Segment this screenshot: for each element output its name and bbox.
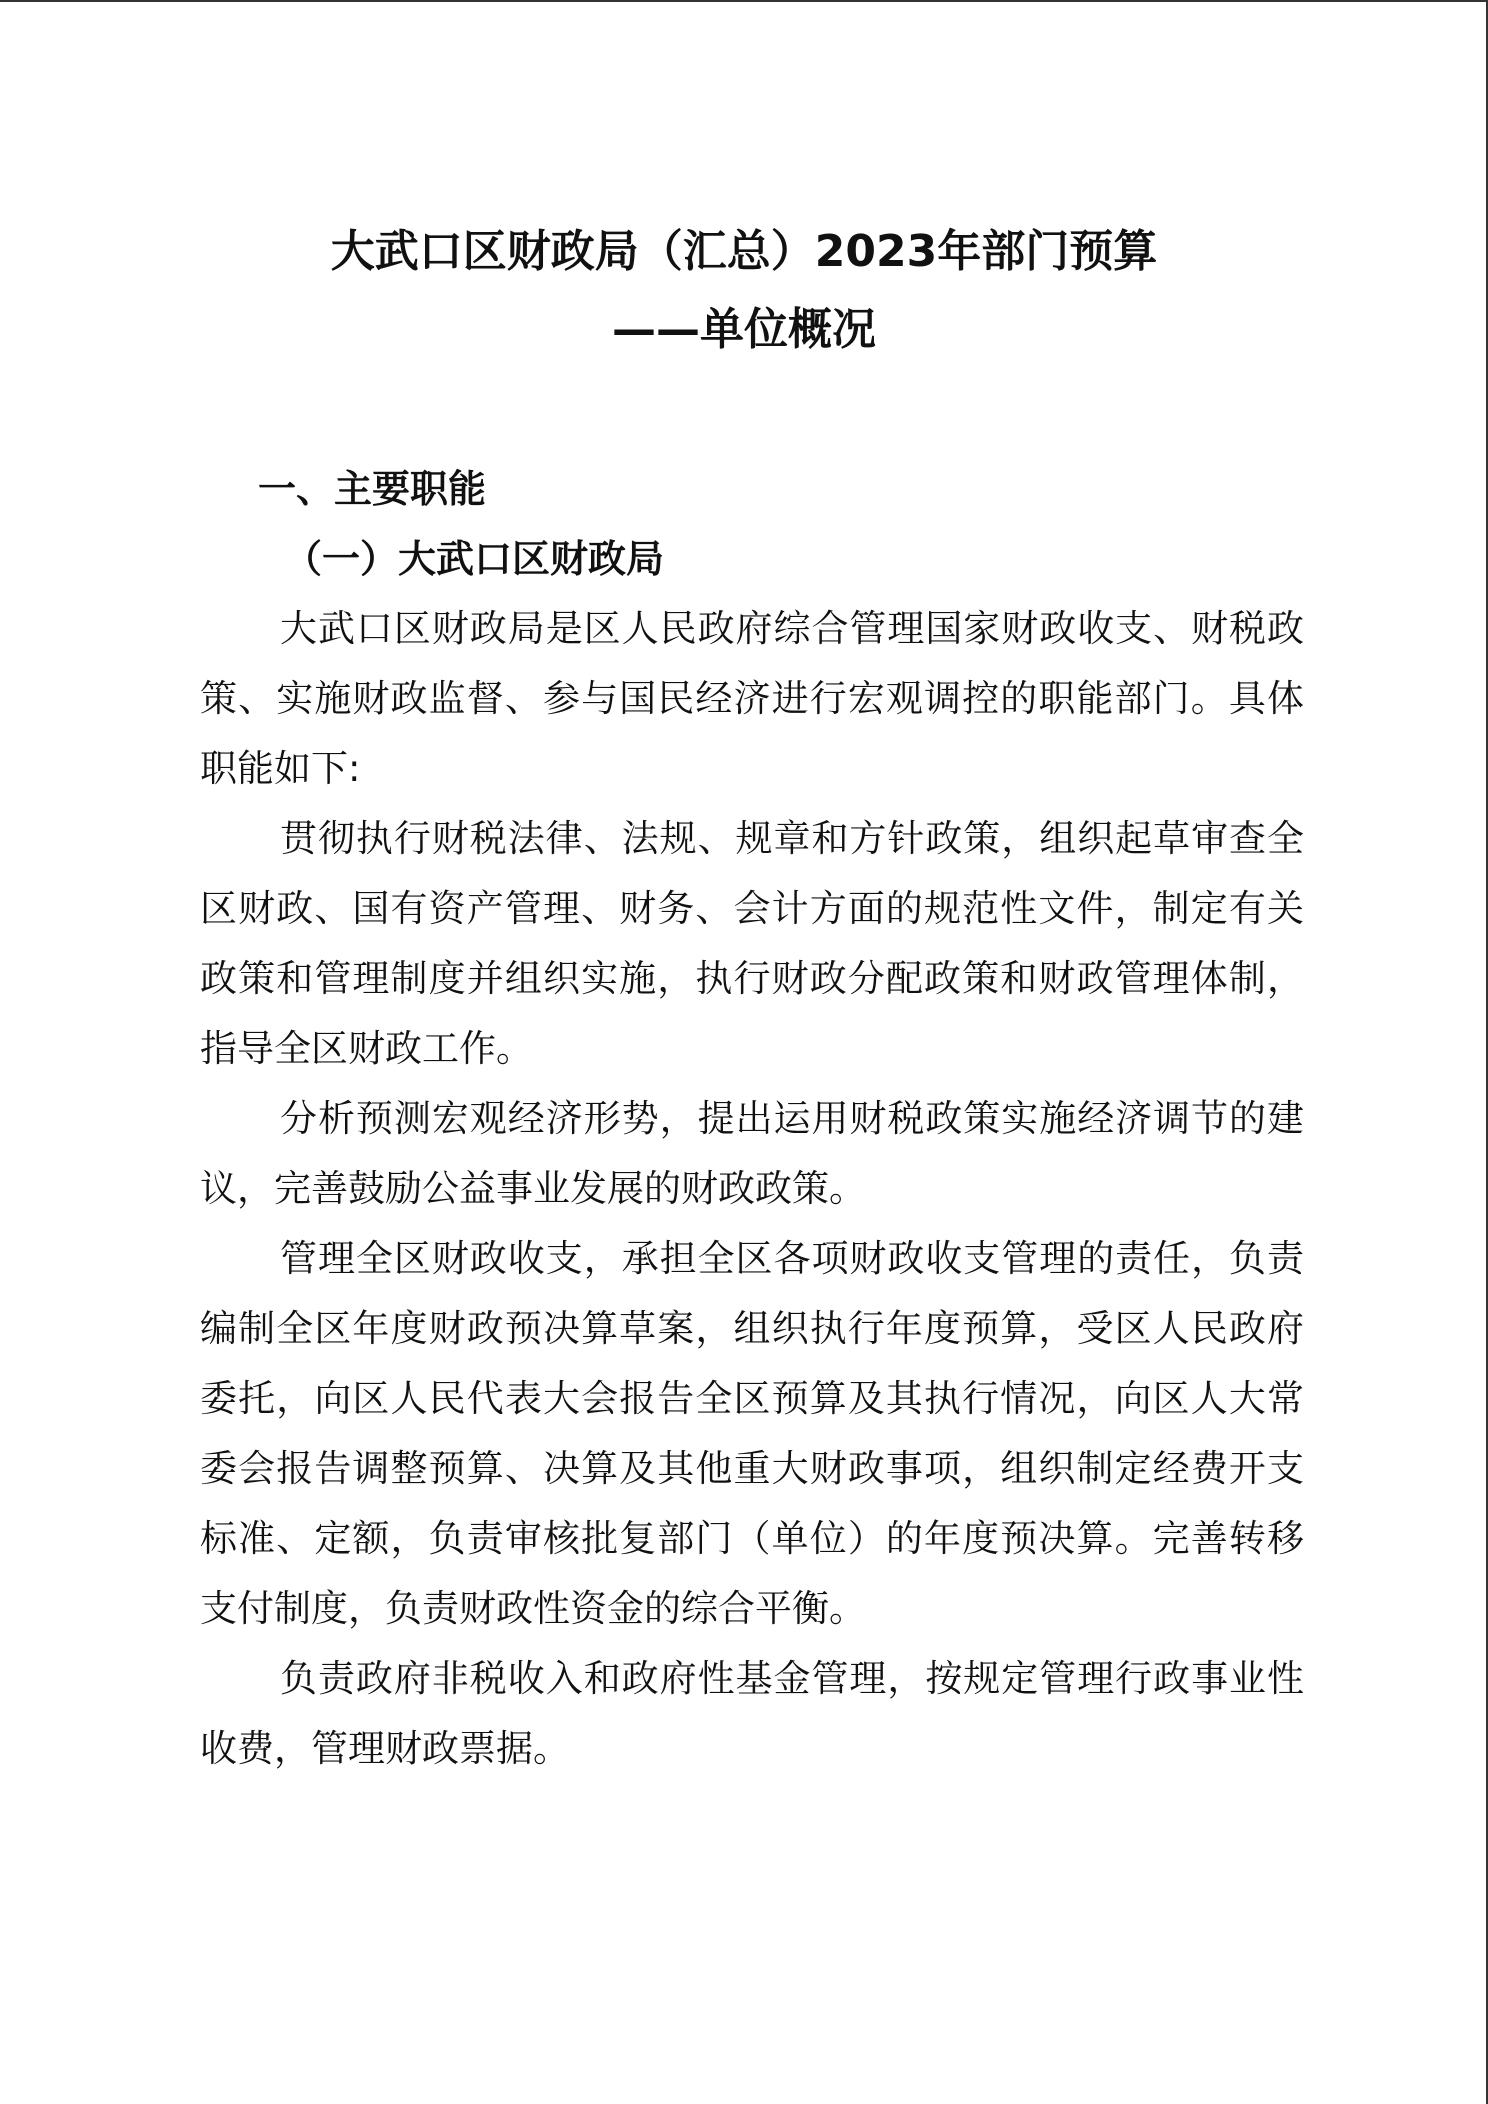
paragraph-text: 管理全区财政收支，承担全区各项财政收支管理的责任，负责编制全区年度财政预决算草案，组织执行年度预算，受区人民政府委托，向区人民代表大会报告全区预算及其执行情况，向区人大常委会报告调整预算、决算及其他重大财政事项，组织制定经费开支标准、定额，负责审核批复部门（单位）的年度预决算。完善转移支付制度，负责财政性资金的综合平衡。 (200, 1237, 1304, 1630)
paragraph-2 (200, 804, 1304, 1084)
paragraph-text: 负责政府非税收入和政府性基金管理，按规定管理行政事业性收费，管理财政票据。 (200, 1657, 1304, 1770)
paragraph-3 (200, 1084, 1304, 1224)
page-border-top (0, 0, 1488, 2)
paragraph-text: 贯彻执行财税法律、法规、规章和方针政策，组织起草审查全区财政、国有资产管理、财务、会计方面的规范性文件，制定有关政策和管理制度并组织实施，执行财政分配政策和财政管理体制，指导全区财政工作。 (200, 817, 1304, 1070)
paragraph-4 (200, 1224, 1304, 1644)
paragraph-1 (200, 594, 1304, 804)
paragraph-text: 分析预测宏观经济形势，提出运用财税政策实施经济调节的建议，完善鼓励公益事业发展的财政政策。 (200, 1097, 1304, 1210)
section-heading-main-functions: 一、主要职能 (258, 467, 487, 511)
document-title: 大武口区财政局（汇总）2023年部门预算 (330, 226, 1158, 277)
paragraph-5 (200, 1644, 1304, 1784)
document-subtitle: ——单位概况 (612, 304, 876, 355)
paragraph-text: 大武口区财政局是区人民政府综合管理国家财政收支、财税政策、实施财政监督、参与国民经济进行宏观调控的职能部门。具体职能如下: (200, 607, 1304, 790)
subsection-heading-finance-bureau: （一）大武口区财政局 (284, 537, 665, 581)
